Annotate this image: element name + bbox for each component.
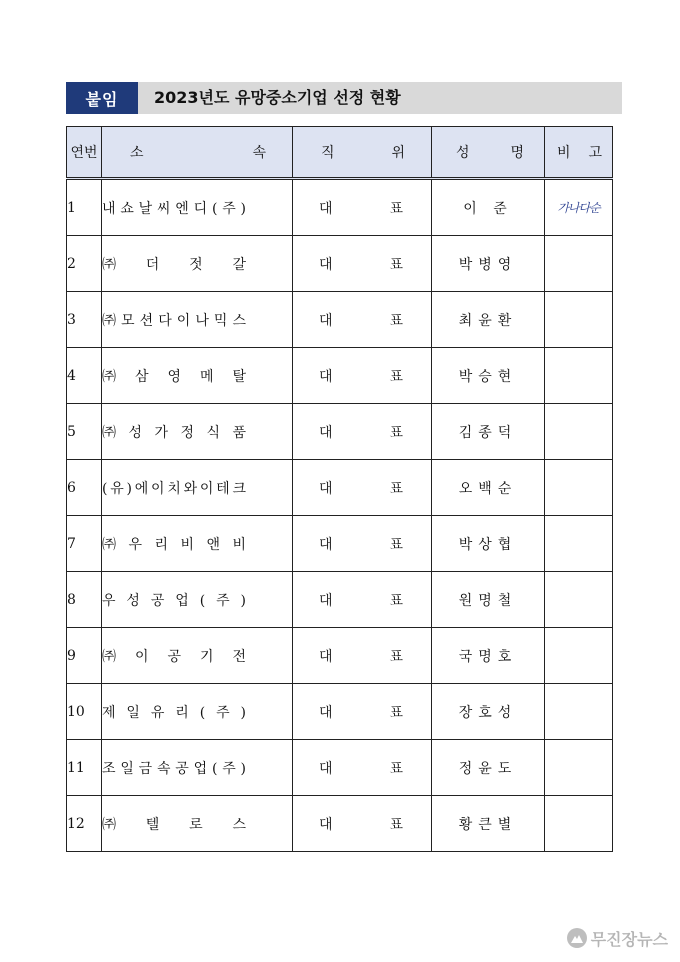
row-note [545, 628, 613, 684]
table-row [67, 179, 613, 236]
row-note [545, 684, 613, 740]
row-position: 대 표 [293, 628, 432, 684]
watermark-logo-icon [567, 928, 587, 948]
header-no: 연번 [67, 127, 102, 179]
table-header-row [67, 127, 613, 179]
row-name: 원명철 [432, 572, 545, 628]
row-organization: 조일금속공업(주) [102, 740, 293, 796]
row-number: 11 [67, 740, 102, 796]
row-name: 최윤환 [432, 292, 545, 348]
row-note [545, 516, 613, 572]
document-title: 2023년도 유망중소기업 선정 현황 [154, 88, 401, 107]
row-name: 황큰별 [432, 796, 545, 852]
row-position: 대 표 [293, 516, 432, 572]
row-position: 대 표 [293, 796, 432, 852]
row-number: 4 [67, 348, 102, 404]
row-organization: (유)에이치와이테크 [102, 460, 293, 516]
row-organization: ㈜ 텔 로 스 [102, 796, 293, 852]
row-number: 6 [67, 460, 102, 516]
watermark [567, 924, 668, 952]
row-note [545, 572, 613, 628]
table-row [67, 796, 613, 852]
row-name: 국명호 [432, 628, 545, 684]
attachment-badge: 붙임 [66, 82, 138, 114]
table-row [67, 348, 613, 404]
row-position: 대 표 [293, 684, 432, 740]
row-number: 7 [67, 516, 102, 572]
row-number: 1 [67, 179, 102, 236]
table-row [67, 460, 613, 516]
table-row [67, 628, 613, 684]
table-row [67, 684, 613, 740]
row-note [545, 348, 613, 404]
row-number: 5 [67, 404, 102, 460]
row-name: 박상협 [432, 516, 545, 572]
row-organization: ㈜ 더 젓 갈 [102, 236, 293, 292]
row-name: 김종덕 [432, 404, 545, 460]
table-row [67, 404, 613, 460]
header-note: 비 고 [545, 127, 613, 179]
table-row [67, 292, 613, 348]
row-position: 대 표 [293, 740, 432, 796]
row-note [545, 292, 613, 348]
row-note [545, 796, 613, 852]
row-note [545, 740, 613, 796]
row-organization: ㈜우리비앤비 [102, 516, 293, 572]
watermark-text: 무진장뉴스 [590, 929, 668, 949]
table-row [67, 740, 613, 796]
row-note: 가나다순 [545, 179, 613, 236]
table-row [67, 516, 613, 572]
row-position: 대 표 [293, 404, 432, 460]
row-organization: 우성공업(주) [102, 572, 293, 628]
row-note [545, 404, 613, 460]
row-position: 대 표 [293, 236, 432, 292]
table-row [67, 572, 613, 628]
row-number: 12 [67, 796, 102, 852]
row-position: 대 표 [293, 572, 432, 628]
selection-table [66, 126, 613, 852]
row-position: 대 표 [293, 348, 432, 404]
row-organization: ㈜성가정식품 [102, 404, 293, 460]
row-position: 대 표 [293, 292, 432, 348]
row-name: 이 준 [432, 179, 545, 236]
row-name: 박병영 [432, 236, 545, 292]
row-name: 박승현 [432, 348, 545, 404]
title-bar [66, 82, 622, 114]
row-organization: ㈜ 삼 영 메 탈 [102, 348, 293, 404]
row-name: 정윤도 [432, 740, 545, 796]
row-number: 2 [67, 236, 102, 292]
table-row [67, 236, 613, 292]
row-organization: 내쇼날씨엔디(주) [102, 179, 293, 236]
header-org: 소 속 [102, 127, 293, 179]
row-position: 대 표 [293, 460, 432, 516]
header-position: 직 위 [293, 127, 432, 179]
row-note [545, 460, 613, 516]
row-number: 9 [67, 628, 102, 684]
row-note [545, 236, 613, 292]
row-number: 3 [67, 292, 102, 348]
row-organization: ㈜모션다이나믹스 [102, 292, 293, 348]
row-organization: 제일유리(주) [102, 684, 293, 740]
row-name: 오백순 [432, 460, 545, 516]
row-position: 대 표 [293, 179, 432, 236]
row-number: 10 [67, 684, 102, 740]
header-name: 성 명 [432, 127, 545, 179]
row-number: 8 [67, 572, 102, 628]
row-organization: ㈜ 이 공 기 전 [102, 628, 293, 684]
row-name: 장호성 [432, 684, 545, 740]
